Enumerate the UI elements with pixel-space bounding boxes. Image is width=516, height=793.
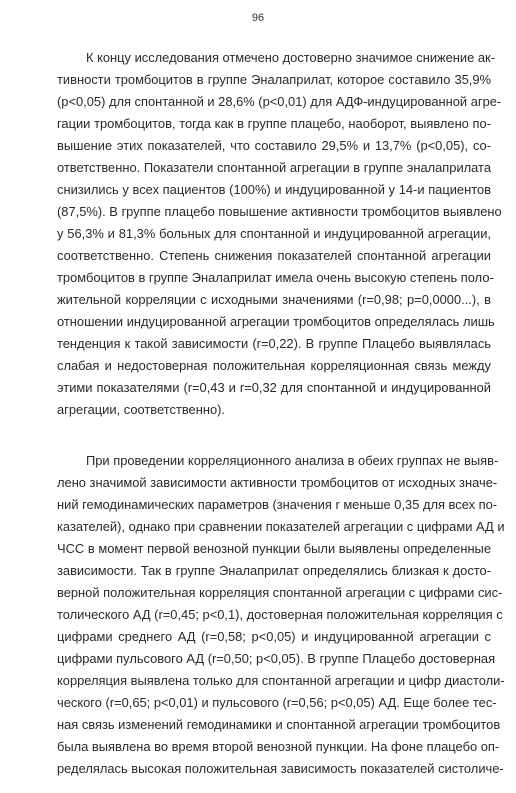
text-line: лено значимой зависимости активности тромбоцитов от исходных значе- <box>57 475 498 490</box>
text-line: слабая и недостоверная положительная корреляционная связь между <box>57 358 491 373</box>
page-number: 96 <box>251 12 265 24</box>
paragraph-1 <box>57 47 502 421</box>
text-line: корреляция выявлена только для спонтанной агрегации и цифр диастоли- <box>57 673 505 688</box>
text-line: (p<0,05) для спонтанной и 28,6% (p<0,01) для АДФ-индуцированной агре- <box>57 94 502 109</box>
text-line: ответственно. Показатели спонтанной агрегации в группе эналаприлата <box>57 160 491 175</box>
text-line: гации тромбоцитов, тогда как в группе плацебо, наоборот, выявлено по- <box>57 116 491 131</box>
text-line: жительной корреляции с исходными значениями (r=0,98; p=0,0000...), в <box>57 292 491 307</box>
text-line: казателей), однако при сравнении показателей агрегации с цифрами АД и <box>57 519 505 534</box>
text-line: тивности тромбоцитов в группе Эналаприлат, которое составило 35,9% <box>57 72 491 87</box>
text-line: соответственно. Степень снижения показателей спонтанной агрегации <box>57 248 491 263</box>
text-line: цифрами среднего АД (r=0,58; p<0,05) и индуцированной агрегации с <box>57 629 491 644</box>
text-line: тенденция к такой зависимости (r=0,22). В группе Плацебо выявлялась <box>57 336 491 351</box>
text-line: отношении индуцированной агрегации тромбоцитов определялась лишь <box>57 314 495 329</box>
text-line: К концу исследования отмечено достоверно значимое снижение ак- <box>86 50 495 65</box>
text-line: снизились у всех пациентов (100%) и индуцированной у 14-и пациентов <box>57 182 491 197</box>
text-line: ЧСС в момент первой венозной пункции были выявлены определенные <box>57 541 491 556</box>
paragraph-2 <box>57 450 505 780</box>
text-line: ческого (r=0,65; p<0,01) и пульсового (r=0,56; p<0,05) АД. Еще более тес- <box>57 695 497 710</box>
text-line: этими показателями (r=0,43 и r=0,32 для спонтанной и индуцированной <box>57 380 491 395</box>
text-line: вышение этих показателей, что составило 29,5% и 13,7% (p<0,05), со- <box>57 138 491 153</box>
text-line: ределялась высокая положительная зависимость показателей систоличе- <box>57 761 504 776</box>
text-line: толического АД (r=0,45; p<0,1), достоверная положительная корреляция с <box>57 607 503 622</box>
text-line: (87,5%). В группе плацебо повышение активности тромбоцитов выявлено <box>57 204 502 219</box>
text-line: тромбоцитов в группе Эналаприлат имела очень высокую степень поло- <box>57 270 494 285</box>
text-line: При проведении корреляционного анализа в обеих группах не выяв- <box>86 453 499 468</box>
text-line: зависимости. Так в группе Эналаприлат определялись близкая к досто- <box>57 563 491 578</box>
text-line: ний гемодинамических параметров (значения r меньше 0,35 для всех по- <box>57 497 498 512</box>
text-line: у 56,3% и 81,3% больных для спонтанной и индуцированной агрегации, <box>57 226 491 241</box>
text-line: цифрами пульсового АД (r=0,50; p<0,05). В группе Плацебо достоверная <box>57 651 496 666</box>
text-line: верной положительная корреляция спонтанной агрегации с цифрами сис- <box>57 585 503 600</box>
text-line: ная связь изменений гемодинамики и спонтанной агрегации тромбоцитов <box>57 717 501 732</box>
text-line: агрегации, соответственно). <box>57 402 225 417</box>
text-line: была выявлена во время второй венозной пункции. На фоне плацебо оп- <box>57 739 500 754</box>
